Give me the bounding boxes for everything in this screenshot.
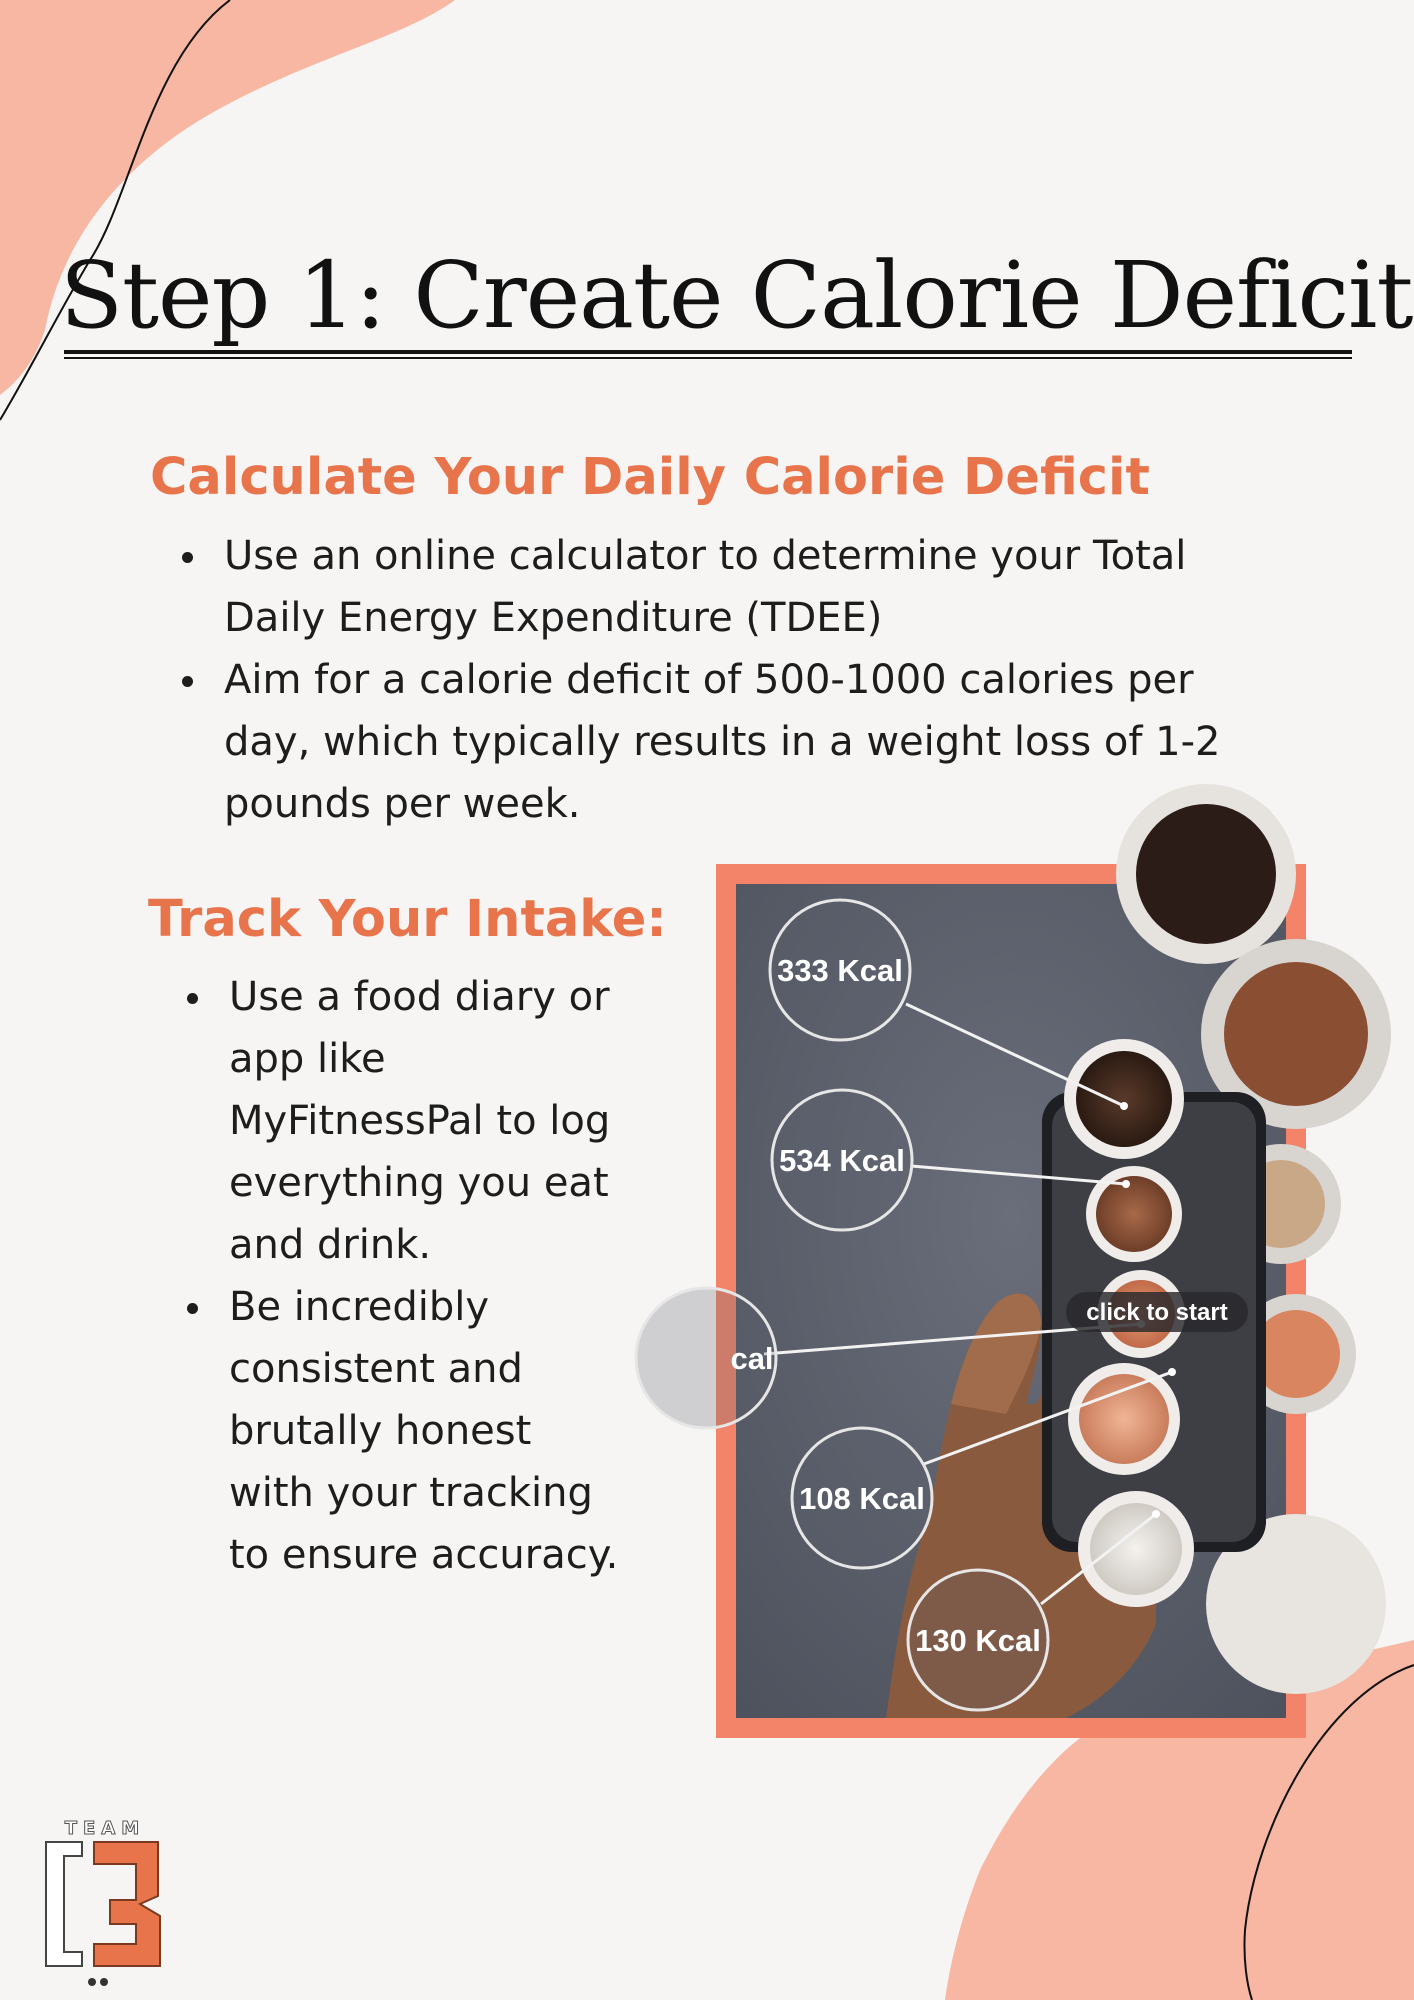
bullet-text: Use an online calculator to determine your Total Daily Energy Expenditure (TDEE): [224, 533, 1187, 641]
list-item: [224, 649, 1264, 835]
kcal-label-108: 108 Kcal: [799, 1481, 925, 1516]
kcal-label-333: 333 Kcal: [777, 953, 903, 988]
team-logo: [40, 1812, 170, 1990]
bullet-dot: [187, 993, 198, 1004]
bullet-text: Use a food diary or app like MyFitnessPal to log everything you eat and drink.: [229, 974, 611, 1268]
bullet-text: Be incredibly consistent and brutally honest with your tracking to ensure accuracy.: [229, 1284, 619, 1578]
list-item: [229, 966, 619, 1276]
kcal-label-partial: cal: [730, 1341, 774, 1376]
click-to-start-label[interactable]: click to start: [1086, 1299, 1228, 1326]
bullet-dot: [182, 676, 193, 687]
track-heading: Track Your Intake:: [148, 890, 667, 949]
page-title: Step 1: Create Calorie Deficit: [60, 242, 1413, 349]
bullet-dot: [182, 552, 193, 563]
track-bullet-list: [229, 966, 619, 1586]
logo-number: [94, 1842, 160, 1966]
list-item: [229, 1276, 619, 1586]
logo-text: TEAM: [64, 1818, 146, 1839]
photo-illustration: [730, 884, 1286, 1718]
bullet-text: Aim for a calorie deficit of 500-1000 calories per day, which typically results in a weight loss of 1-2 pounds per week.: [224, 657, 1221, 827]
calorie-app-photo: [730, 884, 1286, 1718]
kcal-label-534: 534 Kcal: [779, 1143, 905, 1178]
calculate-heading: Calculate Your Daily Calorie Deficit: [150, 448, 1150, 507]
title-underline: [64, 350, 1352, 354]
logo-bracket: [46, 1842, 82, 1966]
title-underline-secondary: [64, 357, 1352, 359]
kcal-label-130: 130 Kcal: [915, 1623, 1041, 1658]
bullet-dot: [187, 1303, 198, 1314]
list-item: [224, 525, 1264, 649]
calculate-bullet-list: [224, 525, 1264, 835]
